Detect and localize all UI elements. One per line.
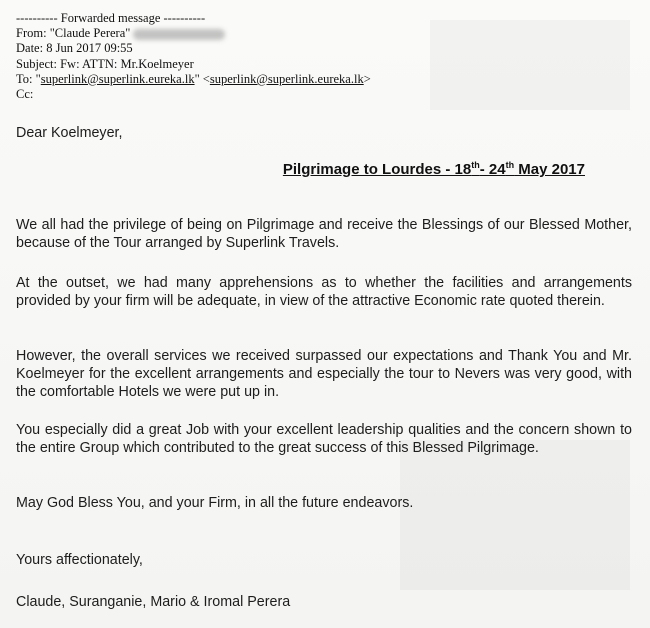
date-value: 8 Jun 2017 09:55 [46,41,133,56]
greeting: Dear Koelmeyer, [16,125,123,141]
subject-label: Subject: [16,56,57,71]
from-line [16,26,371,41]
redacted-email [133,29,225,40]
title-part: May 2017 [514,161,585,178]
date-label: Date: [16,41,44,56]
signature: Claude, Suranganie, Mario & Iromal Perera [16,594,291,610]
cc-label: Cc: [16,87,34,102]
forwarded-line: ---------- Forwarded message ---------- [16,11,206,25]
title-sup: th [505,160,515,170]
to-email-link[interactable]: superlink@superlink.eureka.lk [40,71,195,86]
paragraph-3: However, the overall services we received surpassed our expectations and Thank You and Mr. Koelmeyer for the excellent arrangements and especially the tour to Nevers was very good, with the comfortable Hotels we were put up in. [16,348,632,401]
bleed-through [430,20,630,110]
from-label: From: [16,26,47,41]
from-name: "Claude Perera" [49,26,131,41]
subject-value: Fw: ATTN: Mr.Koelmeyer [60,56,194,71]
paragraph-1: We all had the privilege of being on Pilgrimage and receive the Blessings of our Blessed Mother, because of the Tour arranged by Superlink Travels. [16,217,632,252]
date-line [16,41,371,56]
subject-line [16,57,371,72]
title-part: - 24 [479,161,506,178]
email-header [16,11,371,102]
to-quote-close: " < [194,71,210,86]
to-label: To: [16,71,33,86]
cc-line [16,87,371,102]
title-sup: th [471,160,480,170]
title-part: Pilgrimage to Lourdes - 18 [282,161,472,178]
paragraph-2: At the outset, we had many apprehensions as to whether the facilities and arrangements provided by your firm will be adequate, in view of the attractive Economic rate quoted therein. [16,275,632,310]
to-email-link[interactable]: superlink@superlink.eureka.lk [209,71,364,86]
letter-title [283,160,585,178]
paragraph-4: You especially did a great Job with your excellent leadership qualities and the concern shown to the entire Group which contributed to the great success of this Blessed Pilgrimage. [16,422,632,457]
to-line [16,72,371,87]
paragraph-5: May God Bless You, and your Firm, in all the future endeavors. [16,495,414,511]
to-end: > [363,71,371,86]
to-quote-open: " [35,71,41,86]
closing: Yours affectionately, [16,552,143,568]
